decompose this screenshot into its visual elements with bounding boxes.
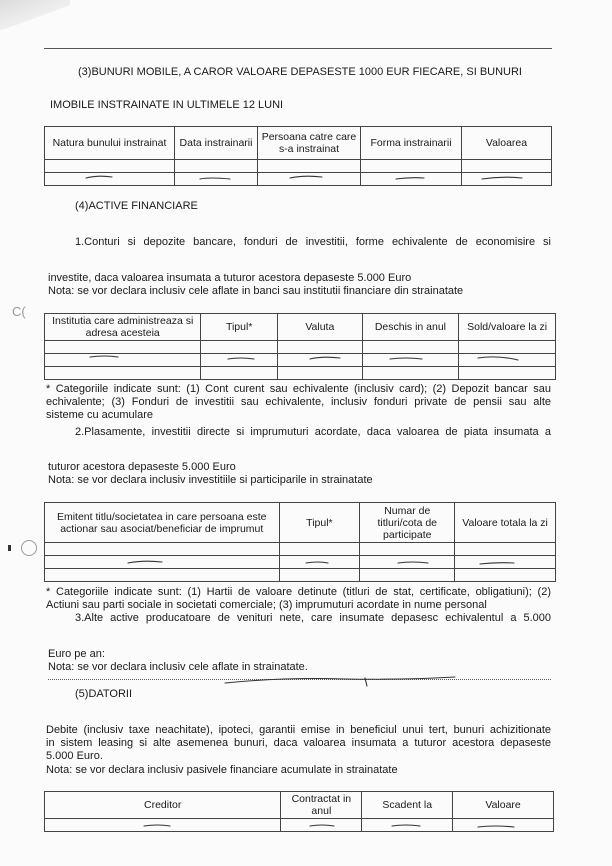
section4-p2-line2: tuturor acestora depaseste 5.000 Euro [48, 461, 236, 473]
col-institutia: Institutia care administreaza si adresa acesteia [45, 314, 201, 341]
dash-mark [228, 358, 254, 359]
punch-hole-circle [21, 540, 37, 556]
col-persoana: Persoana catre care s-a instrainat [258, 127, 361, 160]
section5-title: (5)DATORII [75, 688, 133, 700]
dash-mark [90, 356, 118, 357]
dash-mark [306, 562, 328, 563]
section5-line1: Debite (inclusiv taxe neachitate), ipoteci, garantii emise in beneficiul unui tert, bunuri achizitionate [46, 724, 551, 736]
col-contractat: Contractat in anul [281, 792, 362, 819]
dash-mark [478, 826, 514, 827]
section4-categories1-line3: sisteme cu acumulare [46, 409, 153, 421]
section4-categories2-line1: * Categoriile indicate sunt: (1) Hartii de valoare detinute (titluri de stat, certificate, obligatiuni); (2) [46, 586, 551, 598]
dash-mark [482, 177, 522, 179]
section4-p1-line2: investite, daca valoarea insumata a tuturor acestora depaseste 5.000 Euro [48, 272, 412, 284]
col-data: Data instrainarii [175, 127, 258, 160]
section3-heading-line2: IMOBILE INSTRAINATE IN ULTIMELE 12 LUNI [50, 99, 284, 111]
section5-line2: in sistem leasing si alte asemenea bunuri, daca valoarea insumata a tuturor acestora depaseste [46, 737, 551, 749]
dash-mark [310, 357, 340, 359]
section4-title: (4)ACTIVE FINANCIARE [75, 200, 198, 212]
dash-mark [200, 178, 230, 179]
dash-mark [392, 825, 420, 826]
dash-mark [396, 178, 424, 179]
section3-heading-line1: (3)BUNURI MOBILE, A CAROR VALOARE DEPASESTE 1000 EUR FIECARE, SI BUNURI [78, 66, 522, 78]
dash-mark [144, 825, 170, 826]
col-forma: Forma instrainarii [361, 127, 462, 160]
col-sold: Sold/valoare la zi [459, 314, 556, 341]
dash-mark [290, 176, 322, 178]
section4-p3-note: Nota: se vor declara inclusiv cele aflate in strainatate. [48, 661, 308, 673]
dash-mark [225, 677, 455, 683]
col-valoare-totala: Valoare totala la zi [455, 503, 556, 543]
col-scadent: Scadent la [362, 792, 453, 819]
col-valoare: Valoare [453, 792, 554, 819]
col-natura: Natura bunului instrainat [45, 127, 175, 160]
section5-note: Nota: se vor declara inclusiv pasivele financiare acumulate in strainatate [46, 764, 398, 776]
section4-p1-line1: 1.Conturi si depozite bancare, fonduri de investitii, forme echivalente de economisire si [75, 236, 551, 248]
section4-p2-note: Nota: se vor declara inclusiv investitiile si participarile in strainatate [48, 474, 373, 486]
col-valoarea: Valoarea [462, 127, 552, 160]
col-creditor: Creditor [45, 792, 281, 819]
section4-categories2-line2: Actiuni sau parti sociale in societati comerciale; (3) imprumuturi acordate in nume personal [46, 599, 487, 611]
margin-mark: C( [12, 304, 26, 319]
section4-p1-note: Nota: se vor declara inclusiv cele aflate in banci sau institutii financiare din strainatate [48, 285, 464, 297]
section4-p3-line1: 3.Alte active producatoare de venituri nete, care insumate depasesc echivalentul a 5.000 [75, 612, 551, 624]
section4-categories1-line2: echivalente; (3) Fonduri de investitii sau echivalente, inclusiv fonduri private de pensii sau alte [46, 396, 551, 408]
section4-p2-line1: 2.Plasamente, investitii directe si imprumuturi acordate, daca valoarea de piata insumata a [75, 426, 551, 438]
dash-mark [480, 563, 514, 564]
dash-mark [478, 357, 518, 360]
dash-mark [398, 562, 428, 563]
section4-p3-line2: Euro pe an: [48, 648, 105, 660]
col-tipul: Tipul* [201, 314, 278, 341]
section4-categories1-line1: * Categoriile indicate sunt: (1) Cont curent sau echivalente (inclusiv card); (2) Depozit bancar sau [46, 383, 551, 395]
col-tipul2: Tipul* [279, 503, 360, 543]
col-deschis: Deschis in anul [362, 314, 459, 341]
col-numar: Numar de titluri/cota de participate [360, 503, 455, 543]
section5-line3: 5.000 Euro. [46, 750, 103, 762]
dash-mark [86, 176, 112, 178]
col-valuta: Valuta [278, 314, 363, 341]
col-emitent: Emitent titlu/societatea in care persoana este actionar sau asociat/beneficiar de imprumut [45, 503, 280, 543]
margin-tick [8, 545, 11, 551]
dash-mark [310, 825, 334, 826]
dash-mark [390, 358, 422, 359]
dash-mark [128, 561, 162, 563]
